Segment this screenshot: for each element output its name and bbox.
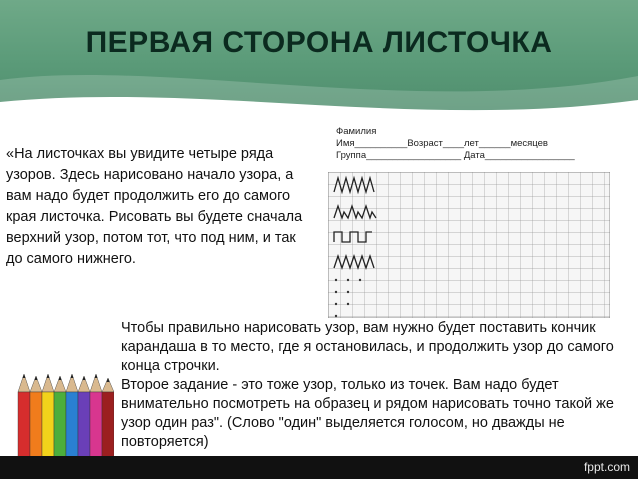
instruction-paragraph-1: Чтобы правильно нарисовать узор, вам нужно будет поставить кончик карандаша в то место, где я остановилась, и продолжить узор до самого конца строчки. bbox=[121, 320, 614, 374]
instruction-paragraph-2: Второе задание - это тоже узор, только из точек. Вам надо будет внимательно посмотреть на образец и рядом нарисовать точно такой же узор один раз". (Слово "один" выделяется голосом, но дважды не повторяется) bbox=[121, 377, 614, 450]
footer-strip bbox=[0, 456, 638, 479]
header-wave-decoration bbox=[0, 60, 638, 130]
pattern-grid bbox=[328, 172, 610, 318]
worksheet-group-date-line: Группа__________________ Дата_________________ bbox=[336, 150, 575, 161]
worksheet-sample bbox=[318, 126, 618, 320]
instruction-text-bottom bbox=[121, 319, 621, 452]
worksheet-name-age-line: Имя__________Возраст____лет______месяцев bbox=[336, 138, 548, 149]
footer-brand[interactable]: fppt.com bbox=[583, 460, 630, 474]
slide-title: ПЕРВАЯ СТОРОНА ЛИСТОЧКА bbox=[85, 26, 553, 59]
worksheet-surname-line: Фамилия bbox=[336, 126, 377, 137]
colored-pencils-image bbox=[14, 370, 114, 458]
instruction-text-left: «На листочках вы увидите четыре ряда узоров. Здесь нарисовано начало узора, а вам надо будет продолжить его до самого края листочка. Рисовать вы будете сначала верхний узор, потом тот, что под ним, и так до самого нижнего. bbox=[6, 146, 303, 267]
worksheet-form-lines bbox=[336, 126, 575, 162]
